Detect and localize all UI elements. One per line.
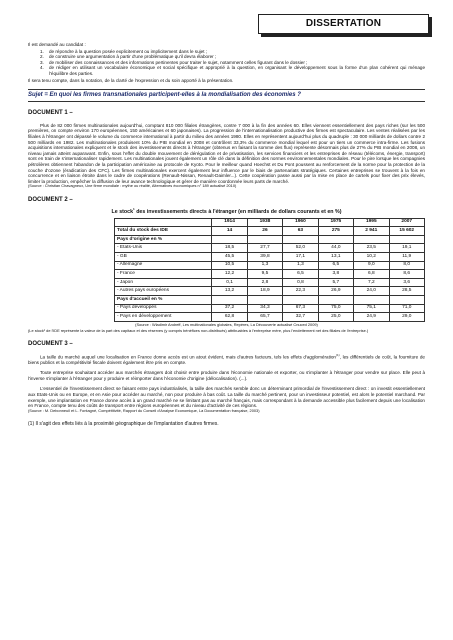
- value-cell: 8,0: [389, 261, 425, 270]
- subject-line: Sujet = En quoi les firmes transnationales participent-elles à la mondialisation des économies ?: [28, 89, 425, 102]
- doc3-paragraph-2: Toute entreprise souhaitant accéder aux marchés étrangers doit choisir entre produire dans l'économie nationale et exporter, ou s'implanter à l'étranger pour vendre sur place. Elle peut à l'inverse s'implanter à l'étranger pour y produire et réimporter dans l'économie d'origine (délocalisation). (...).: [28, 370, 425, 381]
- table-row: [115, 270, 425, 279]
- value-cell: 0,8: [283, 278, 318, 287]
- table-corner-cell: [115, 218, 212, 227]
- criterion-text: de répondre à la question posée explicitement ou implicitement dans le sujet ;: [49, 48, 208, 54]
- value-cell: [283, 235, 318, 244]
- year-header-cell: 1914: [212, 218, 247, 227]
- value-cell: [318, 295, 353, 304]
- value-cell: 65,7: [247, 313, 282, 322]
- row-label-cell: - Pays développés: [115, 304, 212, 313]
- value-cell: 19,1: [389, 244, 425, 253]
- doc3-footnote: (1) Il s'agit des effets liés à la proximité géographique de l'implantation d'autres firmes.: [28, 420, 219, 427]
- value-cell: 13,2: [212, 287, 247, 296]
- year-header-cell: 1995: [354, 218, 389, 227]
- value-cell: 18,9: [247, 287, 282, 296]
- value-cell: 18,5: [212, 244, 247, 253]
- table-title: Le stock$^1$ des investissements directs à l'étranger (en milliards de dollars courants et en %): [111, 207, 342, 216]
- doc3-paragraph-1: La taille du marché auquel une localisation en France donne accès est un atout évident, mais d'autres facteurs, tels les effets d'agglomération$^{(1)}$, les différentiels de coût, la fourniture de biens publics et la compétitivité fiscale doivent également être pris en compte.: [28, 352, 425, 365]
- doc2-note: (Le stock¹ de l'IDE représente la valeur de la part des capitaux et des réserves (y compris bénéfices non-distribués) attribuables à l'entreprise mère, plus l'endettement net des filiales de l'entreprise.): [28, 327, 369, 333]
- value-cell: 32,7: [283, 313, 318, 322]
- value-cell: [247, 235, 282, 244]
- year-header-cell: 1960: [283, 218, 318, 227]
- value-cell: 14: [212, 227, 247, 236]
- value-cell: 12,2: [212, 270, 247, 279]
- value-cell: 13,1: [318, 252, 353, 261]
- table-row: [115, 287, 425, 296]
- doc2-source: (Source : Wladimir Andreff, Les multinationales globales, Repères, La Découverte actualisé Cnuced 2009): [135, 321, 318, 327]
- intro-text: Il est demandé au candidat :: [28, 42, 86, 47]
- value-cell: [389, 235, 425, 244]
- value-cell: [354, 235, 389, 244]
- table-row: [115, 252, 425, 261]
- table-row: [115, 313, 425, 322]
- value-cell: 71,0: [389, 304, 425, 313]
- value-cell: 67,3: [283, 304, 318, 313]
- doc1-body: Plus de 82 000 firmes multinationales aujourd'hui, comptant 810 000 filiales étrangères, contre 7 000 à la fin des années 60. Elles viennent essentiellement des pays riches (sur les 500 premières, on compte environ 170 européennes, 150 américaines et 60 japonaises). La progression de l'internationalisation productive des firmes est spectaculaire. Les ventes réalisées par les filiales à l'étranger ont dépassé le volume du commerce international à partir du milieu des années 1980. Elles en représentent aujourd'hui plus du quadruple : 30 000 milliards de dollars contre 2 500 milliards en 1982. Les multinationales produisent 10% du PIB mondial en 2008 et contrôlent 33,3% du commerce mondial lequel est pour un tiers un commerce intra-firme. Les fusions acquisitions internationales expliquent et le stock des investissements directs à l'étranger (obtenus en faisant la somme des flux) représente désormais plus de 27% du PIB mondial en 2008, un niveau jamais atteint auparavant. Enfin, sous l'effet du double mouvement de dérégulation et de privatisation, les services financiers et les entreprises de réseau (télécoms, énergie, transport) sont en train de s'internationaliser rapidement. Les multinationales jouent également un rôle clé dans la définition des normes environnementales mondiales. Pour le pire lorsque les compagnies pétrolières obtiennent l'abandon de la participation américaine au protocole de Kyoto. Pour le meilleur quand Hoechst et Du Pont poussent au renforcement de la norme pour la protection de la couche d'ozone (éradication des CFC). Les firmes multinationales exercent également leur influence par le biais de partenariats stratégiques. Certaines entreprises se trouvent à la fois en concurrence et en liaison étroite dans le cadre de coopérations (Renault-Nissan, Renault-Daimler...). Cette coopération passe aussi par la mise en place de cartels pour fixer des prix élevés, limiter la production, empêcher la diffusion de leur avance technologique et gérer de manière coordonnée leurs parts de marché.: [28, 122, 425, 184]
- value-cell: 10,5: [212, 261, 247, 270]
- value-cell: 63: [283, 227, 318, 236]
- list-item: 1. de répondre à la question posée explicitement ou implicitement dans le sujet ;: [40, 48, 208, 54]
- row-label-cell: - Japon: [115, 278, 212, 287]
- value-cell: 10,2: [354, 252, 389, 261]
- value-cell: 6,8: [354, 270, 389, 279]
- value-cell: 6,5: [283, 270, 318, 279]
- title-box: [258, 14, 429, 34]
- list-item: 4. de rédiger en utilisant un vocabulaire économique et social spécifique et approprié à la question, en organisant le développement sous la forme d'un plan cohérent qui ménage l'équilibre des parties.: [40, 65, 425, 76]
- row-label-cell: - Pays en développement: [115, 313, 212, 322]
- grading-text: Il sera tenu compte, dans la notation, de la clarté de l'expression et du soin apporté à la présentation.: [28, 77, 234, 83]
- value-cell: 6,5: [318, 261, 353, 270]
- list-item: 3. de mobiliser des connaissances et des informations pertinentes pour traiter le sujet, notamment celles figurant dans le dossier ;: [40, 59, 308, 65]
- value-cell: 3,8: [318, 270, 353, 279]
- table-header-row: [115, 218, 425, 227]
- row-label-cell: Pays d'origine en %: [115, 235, 212, 244]
- doc3-heading: DOCUMENT 3 –: [28, 341, 73, 348]
- value-cell: 8,6: [389, 270, 425, 279]
- value-cell: 28,5: [389, 287, 425, 296]
- list-item: 2. de construire une argumentation à partir d'une problématique qu'il devra élaborer ;: [40, 54, 217, 60]
- value-cell: 23,5: [354, 244, 389, 253]
- value-cell: 275: [318, 227, 353, 236]
- table-row: [115, 235, 425, 244]
- value-cell: 1,3: [283, 261, 318, 270]
- table-row: [115, 227, 425, 236]
- doc3-source: (Source : M. Debonneuil et L. Fontagné, Compétitivité, Rapport du Conseil d'Analyse Economique, La Documentation française, 2003): [28, 407, 260, 413]
- value-cell: 75,1: [354, 304, 389, 313]
- value-cell: 17,1: [283, 252, 318, 261]
- row-label-cell: - Autres pays européens: [115, 287, 212, 296]
- value-cell: 9,5: [247, 270, 282, 279]
- value-cell: [389, 295, 425, 304]
- value-cell: 75,0: [318, 304, 353, 313]
- value-cell: 11,9: [389, 252, 425, 261]
- value-cell: [318, 235, 353, 244]
- row-label-cell: - Etats-Unis: [115, 244, 212, 253]
- criterion-text: de construire une argumentation à partir d'une problématique qu'il devra élaborer ;: [49, 54, 217, 60]
- doc1-heading: DOCUMENT 1 –: [28, 110, 73, 117]
- value-cell: [212, 295, 247, 304]
- value-cell: 62,8: [212, 313, 247, 322]
- criteria-list: [40, 49, 425, 77]
- table-row: [115, 295, 425, 304]
- criterion-text: de rédiger en utilisant un vocabulaire économique et social spécifique et approprié à la question, en organisant le développement sous la forme d'un plan cohérent qui ménage l'équilibre des parties.: [49, 65, 425, 76]
- doc2-heading: DOCUMENT 2 –: [28, 197, 73, 204]
- value-cell: 24,9: [354, 313, 389, 322]
- value-cell: 26,9: [318, 287, 353, 296]
- value-cell: [354, 295, 389, 304]
- value-cell: 15 602: [389, 227, 425, 236]
- value-cell: 52,0: [283, 244, 318, 253]
- row-label-cell: Pays d'accueil en %: [115, 295, 212, 304]
- doc1-source: (Source : Christian Chavagneux, Une firme mondiale : mythe ou réalité, Alternatives économiques n° 189 actualisé 2010): [28, 183, 237, 189]
- value-cell: 26: [247, 227, 282, 236]
- value-cell: 0,1: [212, 278, 247, 287]
- value-cell: 34,3: [247, 304, 282, 313]
- value-cell: 45,5: [212, 252, 247, 261]
- year-header-cell: 1975: [318, 218, 353, 227]
- value-cell: 2,8: [247, 278, 282, 287]
- ide-table: [114, 218, 425, 322]
- table-row: [115, 261, 425, 270]
- row-label-cell: Total du stock des IDE: [115, 227, 212, 236]
- row-label-cell: - GB: [115, 252, 212, 261]
- year-header-cell: 1938: [247, 218, 282, 227]
- value-cell: 37,2: [212, 304, 247, 313]
- value-cell: 24,0: [354, 287, 389, 296]
- value-cell: 27,7: [247, 244, 282, 253]
- page-title: DISSERTATION: [305, 17, 382, 29]
- value-cell: [212, 235, 247, 244]
- row-label-cell: - Allemagne: [115, 261, 212, 270]
- value-cell: [283, 295, 318, 304]
- value-cell: 25,0: [318, 313, 353, 322]
- table-row: [115, 278, 425, 287]
- year-header-cell: 2007: [389, 218, 425, 227]
- value-cell: 1,3: [247, 261, 282, 270]
- value-cell: 39,8: [247, 252, 282, 261]
- table-row: [115, 244, 425, 253]
- row-label-cell: - France: [115, 270, 212, 279]
- value-cell: 44,0: [318, 244, 353, 253]
- value-cell: 3,6: [389, 278, 425, 287]
- value-cell: 29,0: [389, 313, 425, 322]
- value-cell: 9,0: [354, 261, 389, 270]
- value-cell: 22,3: [283, 287, 318, 296]
- value-cell: [247, 295, 282, 304]
- doc3-paragraph-3: L'essentiel de l'investissement direct se faisant entre pays industrialisés, la taille des marchés semble donc un déterminant primordial de l'investissement direct : on investit essentiellement aux Etats-Unis ou en Europe, et en Asie pour accéder au marché, non pour produire à bas coût. La taille du marché pertinent, pour un investisseur potentiel, est alors le potentiel marchand. Par exemple, une implantation en France donne accès à un grand marché ne se limitant pas au marché français, mais correspondant à la demande accessible plus facilement depuis une localisation en France, compte tenu des coûts de transport entre régions européennes et du niveau d'activité de ces régions.: [28, 386, 425, 409]
- value-cell: 2 941: [354, 227, 389, 236]
- value-cell: 5,7: [318, 278, 353, 287]
- criterion-text: de mobiliser des connaissances et des informations pertinentes pour traiter le sujet, notamment celles figurant dans le dossier ;: [49, 59, 308, 65]
- value-cell: 7,2: [354, 278, 389, 287]
- table-row: [115, 304, 425, 313]
